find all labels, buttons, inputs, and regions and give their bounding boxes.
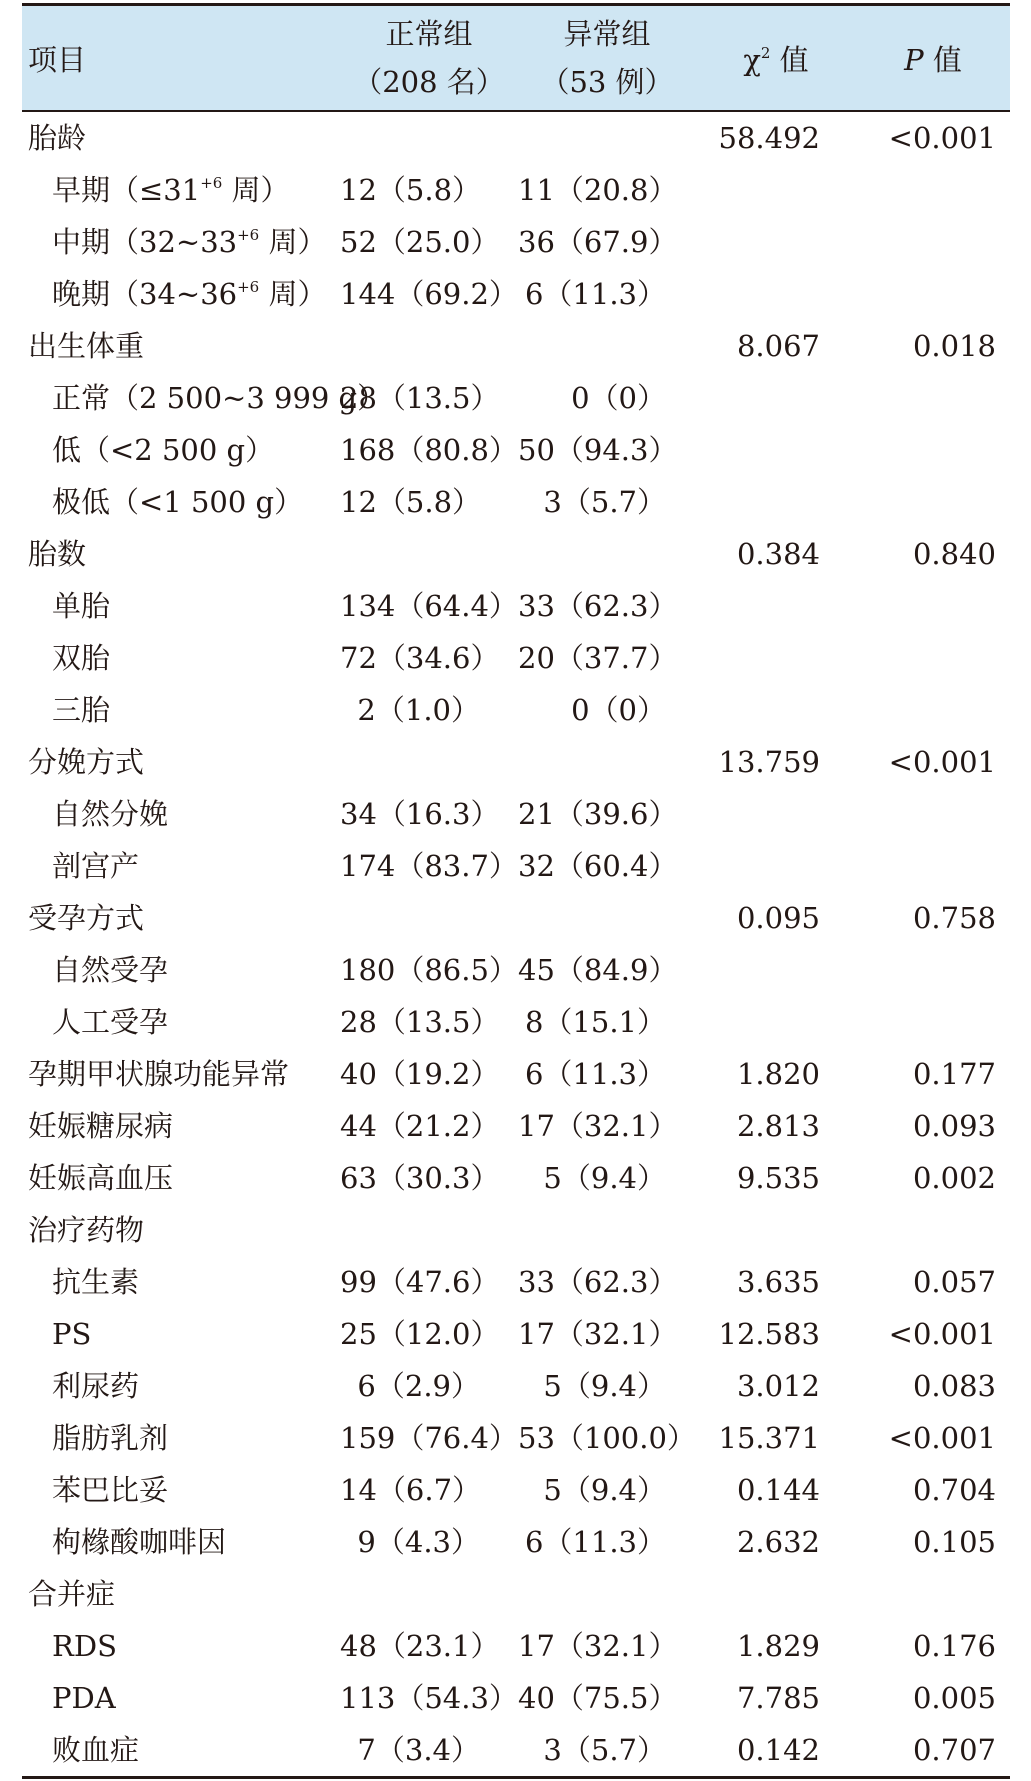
chi-suffix: 值	[770, 42, 809, 77]
abnormal-group-value	[518, 528, 696, 580]
table-row	[22, 268, 1010, 320]
header-normal-group-name: 正常组	[385, 17, 473, 51]
chi-square-value	[696, 424, 856, 476]
row-label-text: 中期（32~33	[52, 224, 238, 259]
abnormal-group-value: 0（0）	[571, 692, 666, 727]
table-row	[22, 1256, 1010, 1308]
normal-group-value: 48（23.1）	[340, 1628, 500, 1663]
row-label-text: 人工受孕	[52, 1004, 169, 1039]
p-value: 0.105	[912, 1524, 996, 1559]
chi-square-value	[696, 788, 856, 840]
p-value: 0.083	[912, 1368, 996, 1403]
abnormal-group-value	[518, 892, 696, 944]
table-row	[22, 424, 1010, 476]
chi-square-value: 1.829	[736, 1628, 820, 1663]
chi-square-value	[696, 1568, 856, 1620]
row-label	[22, 1672, 340, 1724]
table-row	[22, 1464, 1010, 1516]
normal-group-value: 72（34.6）	[340, 640, 500, 675]
table-group-row	[22, 736, 1010, 788]
row-label-text: 正常（2 500~3 999 g）	[52, 380, 387, 415]
abnormal-group-value	[518, 1568, 696, 1620]
normal-group-value	[340, 528, 518, 580]
row-label-text: PDA	[52, 1680, 116, 1715]
normal-group-value: 159（76.4）	[340, 1420, 518, 1455]
p-value	[856, 684, 1010, 736]
row-label-superscript: +6	[237, 225, 260, 244]
normal-group-value: 52（25.0）	[340, 224, 500, 259]
normal-group-value: 180（86.5）	[340, 952, 518, 987]
chi-square-value: 13.759	[718, 744, 820, 779]
row-label	[22, 1568, 340, 1620]
p-value: 0.057	[912, 1264, 996, 1299]
row-label-text: 自然分娩	[52, 796, 169, 831]
table-row	[22, 1360, 1010, 1412]
p-value	[856, 476, 1010, 528]
p-value: 0.177	[912, 1056, 996, 1091]
chi-square-value	[696, 216, 856, 268]
p-value	[856, 1204, 1010, 1256]
table-group-row	[22, 320, 1010, 372]
abnormal-group-value: 32（60.4）	[518, 848, 678, 883]
abnormal-group-value: 6（11.3）	[524, 276, 666, 311]
row-label	[22, 1360, 340, 1412]
abnormal-group-value: 3（5.7）	[543, 484, 666, 519]
table-row	[22, 216, 1010, 268]
abnormal-group-value	[518, 111, 696, 164]
row-label	[22, 1152, 340, 1204]
table-row	[22, 1516, 1010, 1568]
normal-group-value	[340, 1568, 518, 1620]
normal-group-value	[340, 320, 518, 372]
table-group-row	[22, 1204, 1010, 1256]
abnormal-group-value: 0（0）	[571, 380, 666, 415]
normal-group-value	[340, 111, 518, 164]
row-label	[22, 1516, 340, 1568]
abnormal-group-value: 53（100.0）	[518, 1420, 696, 1455]
row-label-text: 极低（<1 500 g）	[52, 484, 304, 519]
abnormal-group-value: 17（32.1）	[518, 1108, 678, 1143]
table-row	[22, 996, 1010, 1048]
p-value: 0.093	[912, 1108, 996, 1143]
row-label-text: PS	[52, 1316, 92, 1351]
row-label-text: 治疗药物	[28, 1212, 145, 1247]
abnormal-group-value: 17（32.1）	[518, 1316, 678, 1351]
row-label	[22, 216, 340, 268]
p-value: 0.005	[912, 1680, 996, 1715]
row-label	[22, 111, 340, 164]
abnormal-group-value: 45（84.9）	[518, 952, 678, 987]
row-label	[22, 1308, 340, 1360]
row-label	[22, 476, 340, 528]
row-label	[22, 632, 340, 684]
table-group-row	[22, 1152, 1010, 1204]
abnormal-group-value: 33（62.3）	[518, 588, 678, 623]
abnormal-group-value: 50（94.3）	[518, 432, 678, 467]
table-group-row	[22, 528, 1010, 580]
row-label-suffix: 周）	[222, 172, 290, 207]
abnormal-group-value: 36（67.9）	[518, 224, 678, 259]
chi-square-value	[696, 996, 856, 1048]
abnormal-group-value: 17（32.1）	[518, 1628, 678, 1663]
table-row	[22, 944, 1010, 996]
row-label	[22, 424, 340, 476]
p-value: <0.001	[888, 120, 996, 155]
normal-group-value: 12（5.8）	[340, 484, 482, 519]
normal-group-value: 12（5.8）	[340, 172, 482, 207]
chi-square-value: 15.371	[718, 1420, 820, 1455]
chi-square-value	[696, 1204, 856, 1256]
normal-group-value: 40（19.2）	[340, 1056, 500, 1091]
abnormal-group-value	[518, 320, 696, 372]
table-group-row	[22, 1568, 1010, 1620]
chi-square-value	[696, 944, 856, 996]
p-value: 0.002	[912, 1160, 996, 1195]
normal-group-value: 144（69.2）	[340, 276, 518, 311]
p-value: <0.001	[888, 1316, 996, 1351]
normal-group-value: 113（54.3）	[340, 1680, 518, 1715]
abnormal-group-value: 33（62.3）	[518, 1264, 678, 1299]
header-item: 项目	[22, 5, 340, 112]
normal-group-value: 9（4.3）	[357, 1524, 480, 1559]
header-normal-group	[340, 5, 518, 112]
row-label	[22, 1724, 340, 1778]
row-label-text: 三胎	[52, 692, 111, 727]
normal-group-value	[340, 1204, 518, 1256]
table-row	[22, 788, 1010, 840]
header-abnormal-group-n: （53 例）	[540, 65, 674, 99]
normal-group-value: 168（80.8）	[340, 432, 518, 467]
abnormal-group-value: 40（75.5）	[518, 1680, 678, 1715]
header-abnormal-group-name: 异常组	[563, 17, 651, 51]
p-value	[856, 944, 1010, 996]
chi-square-value: 7.785	[736, 1680, 820, 1715]
chi-square-value	[696, 840, 856, 892]
row-label-text: 双胎	[52, 640, 111, 675]
row-label	[22, 1048, 340, 1100]
row-label	[22, 320, 340, 372]
row-label-text: 孕期甲状腺功能异常	[28, 1056, 290, 1091]
row-label-text: 抗生素	[52, 1264, 140, 1299]
table-row	[22, 1672, 1010, 1724]
row-label	[22, 840, 340, 892]
normal-group-value: 134（64.4）	[340, 588, 518, 623]
p-value: 0.840	[912, 536, 996, 571]
normal-group-value: 28（13.5）	[340, 1004, 500, 1039]
row-label	[22, 528, 340, 580]
chi-square-value: 0.144	[736, 1472, 820, 1507]
normal-group-value: 28（13.5）	[340, 380, 500, 415]
table-row	[22, 1412, 1010, 1464]
table-row	[22, 476, 1010, 528]
abnormal-group-value: 5（9.4）	[543, 1368, 666, 1403]
p-value: 0.758	[912, 900, 996, 935]
row-label-superscript: +6	[237, 277, 260, 296]
row-label	[22, 736, 340, 788]
table-row	[22, 372, 1010, 424]
row-label	[22, 268, 340, 320]
normal-group-value: 2（1.0）	[357, 692, 480, 727]
chi-square-value	[696, 632, 856, 684]
p-value	[856, 1568, 1010, 1620]
normal-group-value: 174（83.7）	[340, 848, 518, 883]
abnormal-group-value: 21（39.6）	[518, 796, 678, 831]
abnormal-group-value	[518, 1204, 696, 1256]
table-group-row	[22, 1048, 1010, 1100]
chi-square-value: 0.142	[696, 1724, 856, 1778]
row-label	[22, 944, 340, 996]
p-value	[856, 580, 1010, 632]
abnormal-group-value: 5（9.4）	[543, 1472, 666, 1507]
p-value	[856, 268, 1010, 320]
row-label-text: 败血症	[52, 1732, 140, 1767]
row-label	[22, 996, 340, 1048]
row-label-text: 胎龄	[28, 120, 87, 155]
header-row	[22, 5, 1010, 112]
chi-square-value: 58.492	[718, 120, 820, 155]
p-value: <0.001	[888, 1420, 996, 1455]
p-value	[856, 632, 1010, 684]
row-label	[22, 164, 340, 216]
row-label	[22, 892, 340, 944]
normal-group-value: 34（16.3）	[340, 796, 500, 831]
row-label-text: 苯巴比妥	[52, 1472, 169, 1507]
row-label-suffix: 周）	[259, 224, 327, 259]
p-value	[856, 372, 1010, 424]
row-label	[22, 1620, 340, 1672]
normal-group-value	[340, 892, 518, 944]
abnormal-group-value: 8（15.1）	[524, 1004, 666, 1039]
chi-symbol: χ	[743, 42, 761, 77]
p-suffix: 值	[923, 42, 962, 77]
normal-group-value: 63（30.3）	[340, 1160, 500, 1195]
table-body	[22, 111, 1010, 1778]
table-group-row	[22, 1100, 1010, 1152]
abnormal-group-value: 11（20.8）	[518, 172, 678, 207]
row-label-text: 胎数	[28, 536, 87, 571]
p-value: 0.704	[912, 1472, 996, 1507]
row-label-text: 单胎	[52, 588, 111, 623]
row-label-text: 分娩方式	[28, 744, 145, 779]
row-label-text: 枸橼酸咖啡因	[52, 1524, 227, 1559]
p-value	[856, 424, 1010, 476]
table-group-row	[22, 892, 1010, 944]
row-label	[22, 684, 340, 736]
chi-square-value	[696, 372, 856, 424]
abnormal-group-value: 6（11.3）	[524, 1056, 666, 1091]
table-header	[22, 5, 1010, 112]
data-table-container	[22, 3, 1010, 1779]
row-label-suffix: 周）	[259, 276, 327, 311]
p-value: 0.176	[912, 1628, 996, 1663]
chi-square-value: 2.813	[736, 1108, 820, 1143]
p-value: 0.018	[912, 328, 996, 363]
p-symbol: P	[904, 42, 924, 77]
normal-group-value: 14（6.7）	[340, 1472, 482, 1507]
normal-group-value: 44（21.2）	[340, 1108, 500, 1143]
abnormal-group-value: 5（9.4）	[543, 1160, 666, 1195]
row-label-text: 妊娠糖尿病	[28, 1108, 174, 1143]
table-row	[22, 684, 1010, 736]
table-row	[22, 580, 1010, 632]
row-label-text: 晚期（34~36	[52, 276, 238, 311]
p-value	[856, 996, 1010, 1048]
table-row	[22, 1620, 1010, 1672]
normal-group-value: 7（3.4）	[340, 1724, 518, 1778]
row-label	[22, 1256, 340, 1308]
p-value	[856, 164, 1010, 216]
abnormal-group-value	[518, 736, 696, 788]
chi-square-value: 2.632	[736, 1524, 820, 1559]
row-label-text: 妊娠高血压	[28, 1160, 174, 1195]
chi-square-value	[696, 268, 856, 320]
header-normal-group-n: （208 名）	[353, 65, 505, 99]
table-row	[22, 1308, 1010, 1360]
normal-group-value	[340, 736, 518, 788]
p-value	[856, 788, 1010, 840]
row-label-text: 出生体重	[28, 328, 145, 363]
header-chi-square	[696, 5, 856, 112]
row-label	[22, 1412, 340, 1464]
p-value: <0.001	[888, 744, 996, 779]
chi-square-value: 3.012	[736, 1368, 820, 1403]
row-label-text: 利尿药	[52, 1368, 140, 1403]
row-label	[22, 788, 340, 840]
chi-square-value: 12.583	[718, 1316, 820, 1351]
abnormal-group-value: 6（11.3）	[524, 1524, 666, 1559]
row-label	[22, 1464, 340, 1516]
row-label	[22, 372, 387, 424]
row-label-superscript: +6	[200, 173, 223, 192]
table-group-row	[22, 111, 1010, 164]
chi-square-value: 0.095	[736, 900, 820, 935]
row-label-text: 自然受孕	[52, 952, 169, 987]
normal-group-value: 99（47.6）	[340, 1264, 500, 1299]
table-row	[22, 164, 1010, 216]
normal-group-value: 25（12.0）	[340, 1316, 500, 1351]
p-value: 0.707	[856, 1724, 1010, 1778]
chi-square-value: 3.635	[736, 1264, 820, 1299]
header-p-value	[856, 5, 1010, 112]
row-label-text: 剖宫产	[52, 848, 140, 883]
row-label-text: 合并症	[28, 1576, 116, 1611]
chi-square-value	[696, 164, 856, 216]
abnormal-group-value: 3（5.7）	[518, 1724, 696, 1778]
row-label	[22, 580, 340, 632]
table-row	[22, 1724, 1010, 1778]
chi-square-value: 0.384	[736, 536, 820, 571]
abnormal-group-value: 20（37.7）	[518, 640, 678, 675]
row-label-text: 受孕方式	[28, 900, 145, 935]
comparison-table	[22, 3, 1010, 1779]
chi-square-value	[696, 476, 856, 528]
normal-group-value: 6（2.9）	[357, 1368, 480, 1403]
row-label-text: 低（<2 500 g）	[52, 432, 275, 467]
p-value	[856, 216, 1010, 268]
chi-square-value	[696, 580, 856, 632]
row-label	[22, 1100, 340, 1152]
chi-square-value: 8.067	[736, 328, 820, 363]
chi-square-value	[696, 684, 856, 736]
row-label-text: RDS	[52, 1628, 117, 1663]
chi-square-value: 1.820	[736, 1056, 820, 1091]
row-label-text: 脂肪乳剂	[52, 1420, 169, 1455]
p-value	[856, 840, 1010, 892]
row-label-text: 早期（≤31	[52, 172, 201, 207]
chi-square-value: 9.535	[736, 1160, 820, 1195]
table-row	[22, 632, 1010, 684]
header-abnormal-group	[518, 5, 696, 112]
row-label	[22, 1204, 340, 1256]
table-row	[22, 840, 1010, 892]
chi-superscript: 2	[760, 43, 771, 62]
